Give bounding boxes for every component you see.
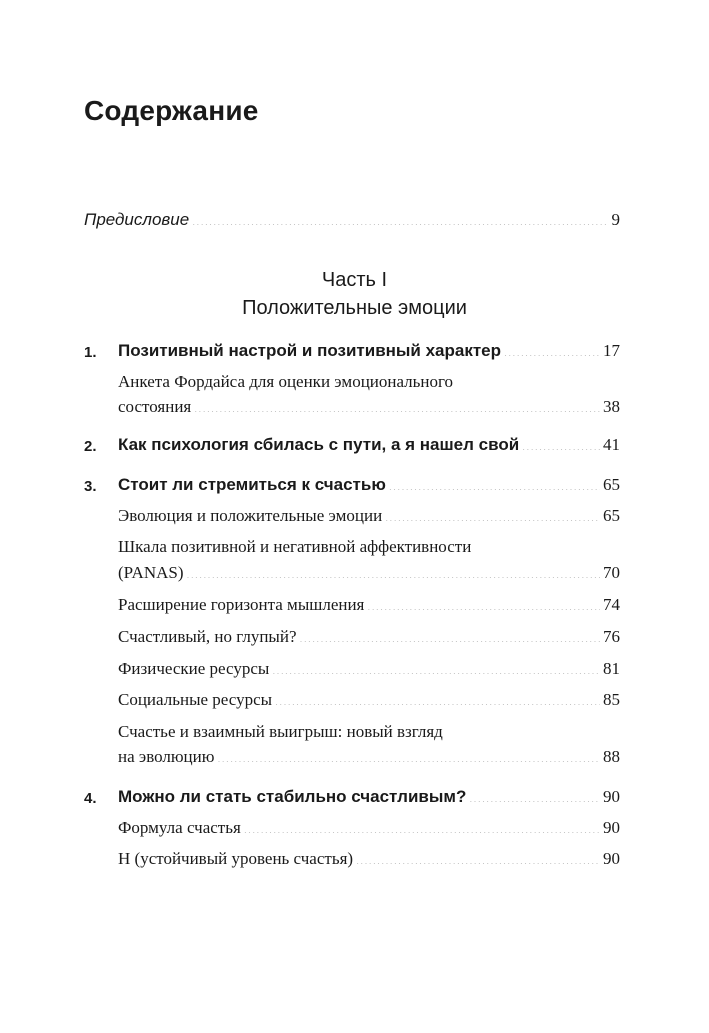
toc-entry-chapter[interactable] xyxy=(118,475,620,495)
toc-entry-label: Можно ли стать стабильно счастливым? xyxy=(118,787,467,806)
toc-entry-label: Эволюция и положительные эмоции xyxy=(118,506,383,525)
leader-dots xyxy=(522,438,600,450)
chapter-number: 3. xyxy=(84,478,97,495)
toc-entry-page: 90 xyxy=(603,787,620,806)
toc-entry-page: 76 xyxy=(603,627,620,646)
toc-entry-label: Как психология сбилась с пути, а я нашел свой xyxy=(118,435,520,454)
toc-entry-label: Физические ресурсы xyxy=(118,659,270,678)
leader-dots xyxy=(187,566,600,578)
toc-subentry-label-line1: Шкала позитивной и негативной аффективности xyxy=(118,537,472,556)
leader-dots xyxy=(389,478,600,490)
toc-subentry[interactable] xyxy=(118,397,620,417)
toc-entry-chapter[interactable] xyxy=(118,341,620,361)
toc-subentry-label-line1: Счастье и взаимный выигрыш: новый взгляд xyxy=(118,722,443,741)
leader-dots xyxy=(385,509,600,521)
leader-dots xyxy=(504,344,600,356)
toc-entry-label: Формула счастья xyxy=(118,818,241,837)
toc-entry-page: 38 xyxy=(603,397,620,416)
toc-entry-page: 17 xyxy=(603,341,620,360)
toc-entry-page: 65 xyxy=(603,475,620,494)
toc-entry-page: 90 xyxy=(603,818,620,837)
toc-entry-label: Стоит ли стремиться к счастью xyxy=(118,475,386,494)
leader-dots xyxy=(272,662,600,674)
toc-subentry[interactable] xyxy=(118,849,620,869)
toc-subentry[interactable] xyxy=(118,563,620,583)
toc-entry-page: 74 xyxy=(603,595,620,614)
toc-subentry[interactable] xyxy=(118,747,620,767)
leader-dots xyxy=(469,790,600,802)
toc-entry-label: Социальные ресурсы xyxy=(118,690,273,709)
toc-subentry[interactable] xyxy=(118,818,620,838)
toc-entry-page: 81 xyxy=(603,659,620,678)
leader-dots xyxy=(194,400,600,412)
toc-entry-preface[interactable] xyxy=(84,210,620,230)
toc-entry-page: 90 xyxy=(603,849,620,868)
chapter-number: 4. xyxy=(84,790,97,807)
toc-entry-page: 85 xyxy=(603,690,620,709)
part-heading: Часть I xyxy=(321,269,388,291)
leader-dots xyxy=(244,821,600,833)
chapter-number: 1. xyxy=(84,344,97,361)
toc-entry-page: 41 xyxy=(603,435,620,454)
toc-entry-label: (PANAS) xyxy=(118,563,184,582)
toc-subentry[interactable] xyxy=(118,595,620,615)
toc-entry-page: 9 xyxy=(611,210,620,229)
toc-entry-label: Позитивный настрой и позитивный характер xyxy=(118,341,502,360)
toc-entry-chapter[interactable] xyxy=(118,787,620,807)
toc-subentry[interactable] xyxy=(118,627,620,647)
leader-dots xyxy=(275,693,600,705)
toc-subentry[interactable] xyxy=(118,506,620,526)
toc-entry-label: на эволюцию xyxy=(118,747,215,766)
toc-entry-label: Расширение горизонта мышления xyxy=(118,595,365,614)
toc-entry-label: H (устойчивый уровень счастья) xyxy=(118,849,354,868)
toc-entry-label: Предисловие xyxy=(84,210,190,229)
toc-entry-chapter[interactable] xyxy=(118,435,620,455)
part-subheading: Положительные эмоции xyxy=(242,297,467,319)
toc-subentry[interactable] xyxy=(118,690,620,710)
page-title: Содержание xyxy=(84,95,259,126)
toc-entry-page: 70 xyxy=(603,563,620,582)
leader-dots xyxy=(192,213,608,225)
leader-dots xyxy=(367,598,600,610)
toc-subentry[interactable] xyxy=(118,659,620,679)
toc-entry-page: 65 xyxy=(603,506,620,525)
chapter-number: 2. xyxy=(84,438,97,455)
toc-entry-page: 88 xyxy=(603,747,620,766)
toc-entry-label: состояния xyxy=(118,397,192,416)
toc-entry-label: Счастливый, но глупый? xyxy=(118,627,297,646)
leader-dots xyxy=(300,630,601,642)
leader-dots xyxy=(217,750,600,762)
toc-subentry-label-line1: Анкета Фордайса для оценки эмоционального xyxy=(118,372,454,391)
leader-dots xyxy=(356,852,600,864)
